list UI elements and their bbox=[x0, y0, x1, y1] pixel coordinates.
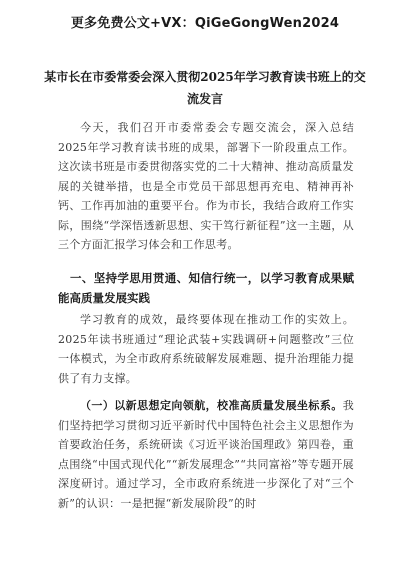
paragraph-intro-text: 今天，我们召开市委常委会专题交流会，深入总结2025年学习教育读书班的成果，部署下一阶段重点工作。这次读书班是市委贯彻落实党的二十大精神、推动高质量发展的关键举措，也是全市党员干部思想再充电、精神再补钙、工作再加油的重要平台。作为市长，我结合政府工作实际，围绕“学深悟透新思想、实干笃行新征程”这一主题，从三个方面汇报学习体会和工作思考。 bbox=[58, 121, 354, 251]
header-banner: 更多免费公文+VX：QiGeGongWen2024 bbox=[70, 16, 340, 31]
document-title: 某市长在市委常委会深入贯彻2025年学习教育读书班上的交流发言 bbox=[44, 70, 366, 106]
paragraph-section-1 bbox=[58, 310, 354, 388]
paragraph-section-1-text: 学习教育的成效，最终要体现在推动工作的实效上。2025年读书班通过“理论武装+实践调研+问题整改”三位一体模式，为全市政府系统破解发展难题、提升治理能力提供了有力支撑。 bbox=[58, 313, 354, 385]
paragraph-intro bbox=[58, 118, 354, 255]
paragraph-subsection-1 bbox=[58, 396, 354, 513]
subsection-body-1: 我们坚持把学习贯彻习近平新时代中国特色社会主义思想作为首要政治任务，系统研读《习近平谈治国理政》第四卷，重点围绕“中国式现代化”“新发展理念”“共同富裕”等专题开展深度研讨。通过学习，全市政府系统进一步深化了对“三个新”的认识：一是把握“新发展阶段”的时 bbox=[58, 399, 354, 510]
subsection-heading-1: （一）以新思想定向领航，校准高质量发展坐标系。 bbox=[80, 399, 343, 412]
section-heading-1: 一、坚持学思用贯通、知信行统一，以学习教育成果赋能高质量发展实践 bbox=[58, 271, 354, 305]
paragraph-subsection-1-text bbox=[58, 396, 354, 513]
